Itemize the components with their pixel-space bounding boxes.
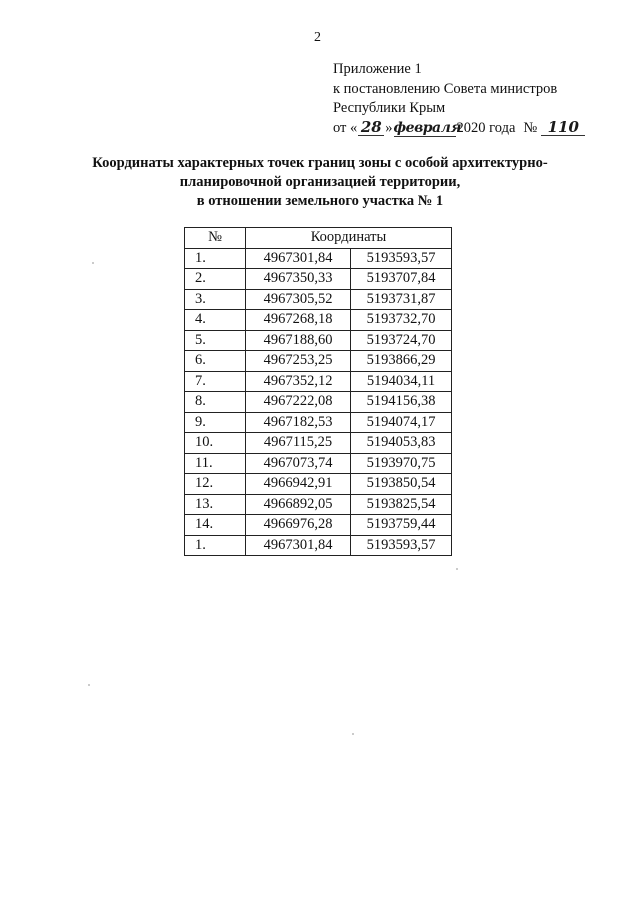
point-number: 6. — [185, 351, 246, 372]
table-body — [185, 248, 452, 556]
table-header-row — [185, 228, 452, 249]
table-row — [185, 453, 452, 474]
scan-speck — [352, 733, 354, 735]
coordinate-y: 5193731,87 — [351, 289, 452, 310]
coordinate-y: 5194156,38 — [351, 392, 452, 413]
appendix-date-line — [333, 119, 585, 139]
header-number: № — [185, 228, 246, 249]
coordinate-y: 5193850,54 — [351, 474, 452, 495]
point-number: 10. — [185, 433, 246, 454]
table-row — [185, 494, 452, 515]
coordinate-y: 5194074,17 — [351, 412, 452, 433]
point-number: 12. — [185, 474, 246, 495]
coordinate-x: 4966942,91 — [246, 474, 351, 495]
coordinate-y: 5194053,83 — [351, 433, 452, 454]
document-title — [70, 154, 570, 211]
table-row — [185, 515, 452, 536]
date-prefix: от « — [333, 119, 358, 136]
point-number: 5. — [185, 330, 246, 351]
point-number: 2. — [185, 269, 246, 290]
coordinate-y: 5193759,44 — [351, 515, 452, 536]
scan-speck — [88, 684, 90, 686]
coordinate-x: 4967352,12 — [246, 371, 351, 392]
coordinate-y: 5193593,57 — [351, 248, 452, 269]
point-number: 13. — [185, 494, 246, 515]
coordinate-x: 4967350,33 — [246, 269, 351, 290]
point-number: 14. — [185, 515, 246, 536]
page-number: 2 — [314, 30, 321, 45]
coordinate-x: 4966976,28 — [246, 515, 351, 536]
coordinates-table — [184, 227, 452, 556]
coordinate-y: 5194034,11 — [351, 371, 452, 392]
appendix-title: Приложение 1 — [333, 61, 422, 77]
table-row — [185, 433, 452, 454]
date-year: 2020 года — [456, 119, 516, 136]
table-row — [185, 392, 452, 413]
coordinate-x: 4967268,18 — [246, 310, 351, 331]
coordinate-y: 5193707,84 — [351, 269, 452, 290]
coordinate-y: 5193732,70 — [351, 310, 452, 331]
table-row — [185, 248, 452, 269]
coordinate-x: 4967253,25 — [246, 351, 351, 372]
coordinate-y: 5193825,54 — [351, 494, 452, 515]
point-number: 9. — [185, 412, 246, 433]
coordinate-x: 4967301,84 — [246, 535, 351, 556]
number-sign: № — [523, 119, 538, 136]
scan-speck — [92, 262, 94, 264]
coordinate-x: 4967188,60 — [246, 330, 351, 351]
coordinate-y: 5193866,29 — [351, 351, 452, 372]
table-row — [185, 412, 452, 433]
coordinate-x: 4966892,05 — [246, 494, 351, 515]
appendix-resolution-line: к постановлению Совета министров — [333, 80, 558, 97]
table-row — [185, 371, 452, 392]
coordinate-x: 4967182,53 — [246, 412, 351, 433]
scan-speck — [456, 568, 458, 570]
title-line-1: Координаты характерных точек границ зоны с особой архитектурно- — [92, 155, 548, 171]
point-number: 3. — [185, 289, 246, 310]
coordinate-y: 5193593,57 — [351, 535, 452, 556]
point-number: 11. — [185, 453, 246, 474]
title-line-3: в отношении земельного участка № 1 — [196, 193, 444, 209]
table-row — [185, 474, 452, 495]
point-number: 7. — [185, 371, 246, 392]
coordinate-x: 4967301,84 — [246, 248, 351, 269]
handwritten-day: 28 — [358, 120, 384, 136]
appendix-republic-line: Республики Крым — [333, 100, 446, 116]
handwritten-number: 110 — [541, 120, 585, 136]
table-row — [185, 351, 452, 372]
title-line-2: планировочной организацией территории, — [179, 174, 461, 190]
point-number: 8. — [185, 392, 246, 413]
point-number: 1. — [185, 248, 246, 269]
coordinate-x: 4967222,08 — [246, 392, 351, 413]
point-number: 4. — [185, 310, 246, 331]
appendix-header — [333, 60, 585, 138]
coordinate-y: 5193970,75 — [351, 453, 452, 474]
table-row — [185, 535, 452, 556]
table-row — [185, 310, 452, 331]
header-coordinates: Координаты — [246, 228, 452, 249]
date-day-suffix: » — [385, 119, 393, 136]
coordinate-x: 4967115,25 — [246, 433, 351, 454]
coordinate-x: 4967073,74 — [246, 453, 351, 474]
table-row — [185, 269, 452, 290]
coordinate-y: 5193724,70 — [351, 330, 452, 351]
table-row — [185, 330, 452, 351]
point-number: 1. — [185, 535, 246, 556]
handwritten-month: февраля — [393, 119, 462, 136]
table-row — [185, 289, 452, 310]
coordinate-x: 4967305,52 — [246, 289, 351, 310]
